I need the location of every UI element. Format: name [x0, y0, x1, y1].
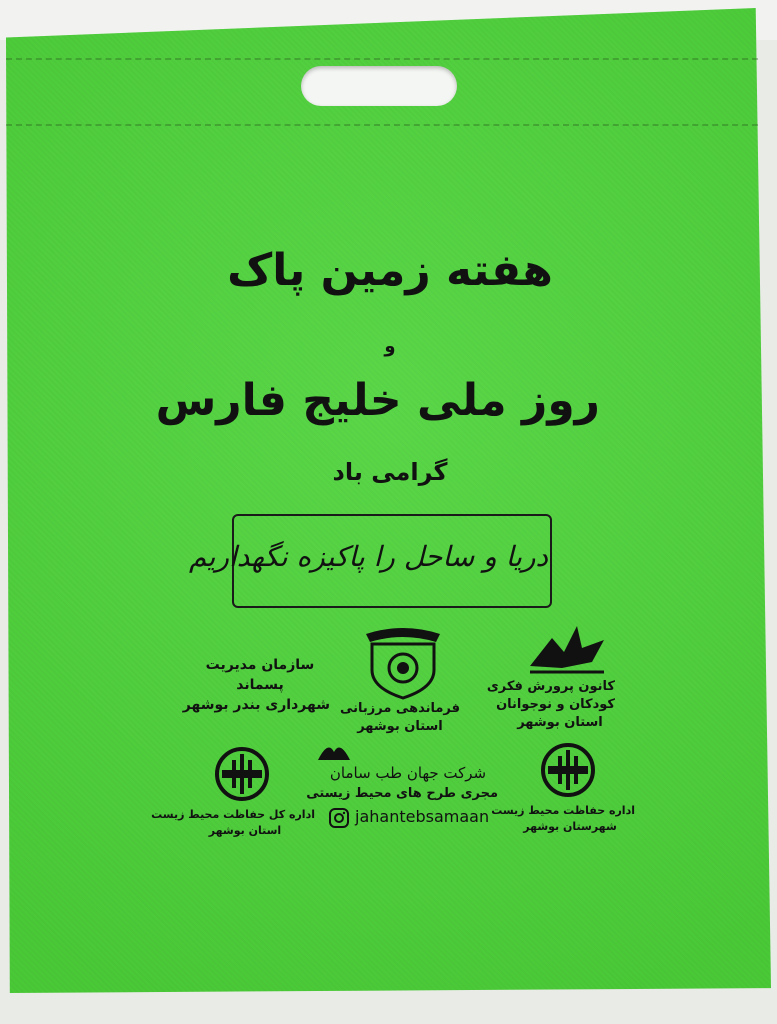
env-province-line1: اداره کل حفاظت محیط زیست: [151, 808, 315, 821]
env-emblem-icon: [214, 746, 270, 802]
headline-celebrate: گرامی باد: [332, 458, 448, 486]
waste-org-line1: سازمان مدیریت: [205, 657, 315, 673]
env-province-line2: استان بوشهر: [208, 824, 282, 837]
kanoon-bird-icon: [522, 618, 612, 678]
leaf-logo-icon: [316, 738, 352, 764]
instagram-handle: jahantebsamaan: [355, 807, 490, 826]
border-guard-line2: استان بوشهر: [357, 719, 443, 734]
bag-handle-cutout: [301, 66, 457, 106]
headline-clean-earth-week: هفته زمین پاک: [227, 245, 553, 296]
headline-conjunction: و: [384, 336, 396, 357]
env-emblem-icon: [540, 742, 596, 798]
env-city-line1: اداره حفاظت محیط زیست: [491, 804, 635, 817]
kanoon-name-line3: استان بوشهر: [517, 715, 603, 730]
headline-persian-gulf-day: روز ملی خلیج فارس: [155, 375, 600, 426]
kanoon-name-line2: کودکان و نوجوانان: [496, 697, 615, 712]
top-seam-1: [6, 58, 758, 60]
waste-org-line3: شهرداری بندر بوشهر: [182, 697, 330, 713]
instagram-icon: [328, 807, 350, 829]
border-guard-emblem-icon: [358, 622, 448, 700]
slogan-text: دریا و ساحل را پاکیزه نگهداریم: [189, 540, 548, 573]
kanoon-name-line1: کانون پرورش فکری: [486, 679, 615, 694]
green-shopping-bag: [6, 8, 771, 993]
env-city-line2: شهرستان بوشهر: [523, 820, 617, 833]
company-role: مجری طرح های محیط زیستی: [306, 786, 498, 801]
company-name: شرکت جهان طب سامان: [329, 764, 487, 782]
border-guard-line1: فرماندهی مرزبانی: [339, 701, 460, 716]
top-seam-2: [6, 124, 758, 126]
waste-org-line2: پسماند: [236, 677, 284, 693]
